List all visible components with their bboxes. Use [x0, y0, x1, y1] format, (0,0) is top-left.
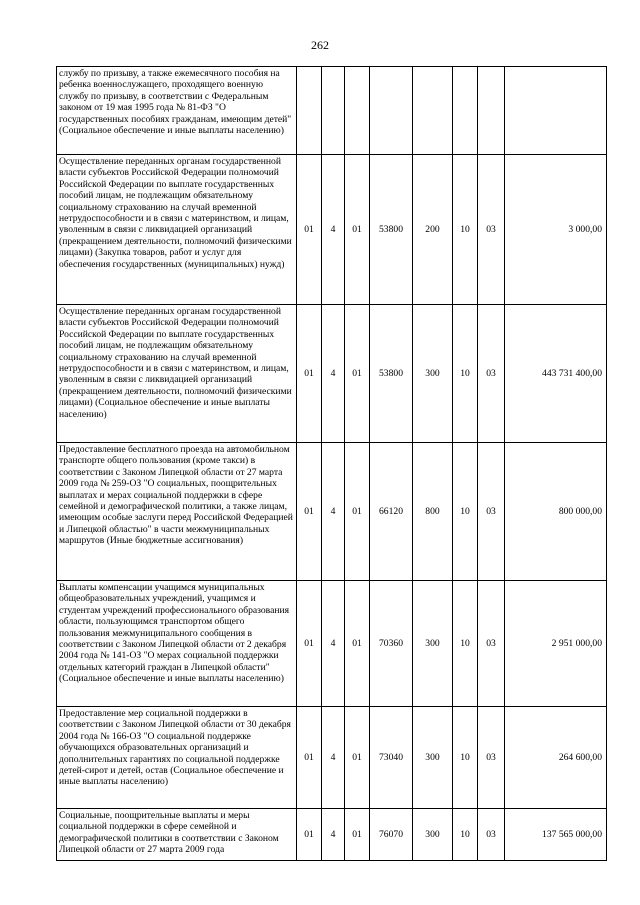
amount-cell: 137 565 000,00	[505, 809, 607, 861]
code-cell: 10	[453, 443, 478, 581]
code-cell: 01	[345, 809, 370, 861]
row-description: Социальные, поощрительные выплаты и меры социальной поддержки в сфере семейной и демографической политики в соответствии с Законом Липецкой области от 27 марта 2009 года	[57, 809, 297, 861]
code-cell	[345, 67, 370, 155]
row-description: службу по призыву, а также ежемесячного пособия на ребенка военнослужащего, проходящего военную службу по призыву, в соответствии с Федеральным законом от 19 мая 1995 года № 81-ФЗ "О государственных пособиях гражданам, имеющим детей" (Социальное обеспечение и иные выплаты населению)	[57, 67, 297, 155]
code-cell: 300	[413, 809, 453, 861]
code-cell: 03	[478, 809, 505, 861]
code-cell: 10	[453, 581, 478, 707]
code-cell: 73040	[370, 707, 413, 809]
amount-cell	[505, 67, 607, 155]
code-cell: 01	[345, 707, 370, 809]
code-cell: 200	[413, 155, 453, 305]
row-description: Выплаты компенсации учащимся муниципальных общеобразовательных учреждений, учащимся и студентам учреждений профессионального образования области, пользующимся транспортом общего пользования межмуниципального сообщения в соответствии с Законом Липецкой области от 2 декабря 2004 года № 141-ОЗ "О мерах социальной поддержки отдельных категорий граждан в Липецкой области" (Социальное обеспечение и иные выплаты населению)	[57, 581, 297, 707]
code-cell: 76070	[370, 809, 413, 861]
code-cell: 4	[322, 707, 345, 809]
code-cell: 4	[322, 809, 345, 861]
code-cell: 300	[413, 707, 453, 809]
amount-cell: 3 000,00	[505, 155, 607, 305]
code-cell	[478, 67, 505, 155]
code-cell: 01	[297, 305, 322, 443]
code-cell	[322, 67, 345, 155]
amount-cell: 264 600,00	[505, 707, 607, 809]
code-cell: 53800	[370, 305, 413, 443]
table-row	[57, 581, 607, 707]
table-row	[57, 707, 607, 809]
code-cell: 01	[345, 581, 370, 707]
row-description: Предоставление бесплатного проезда на автомобильном транспорте общего пользования (кроме такси) в соответствии с Законом Липецкой области от 27 марта 2009 года № 259-ОЗ "О социальных, поощрительных выплатах и мерах социальной поддержки в сфере семейной и демографической политики, а также лицам, имеющим особые заслуги перед Российской Федерацией и Липецкой областью" в части межмуниципальных маршрутов (Иные бюджетные ассигнования)	[57, 443, 297, 581]
code-cell: 01	[297, 581, 322, 707]
code-cell	[297, 67, 322, 155]
code-cell: 4	[322, 305, 345, 443]
row-description: Осуществление переданных органам государственной власти субъектов Российской Федерации полномочий Российской Федерации по выплате государственных пособий лицам, не подлежащим обязательному социальному страхованию на случай временной нетрудоспособности и в связи с материнством, и лицам, уволенным в связи с ликвидацией организаций (прекращением деятельности, полномочий физическими лицами) (Социальное обеспечение и иные выплаты населению)	[57, 305, 297, 443]
code-cell: 01	[345, 305, 370, 443]
row-description: Осуществление переданных органам государственной власти субъектов Российской Федерации полномочий Российской Федерации по выплате государственных пособий лицам, не подлежащим обязательному социальному страхованию на случай временной нетрудоспособности и в связи с материнством, и лицам, уволенным в связи с ликвидацией организаций (прекращением деятельности, полномочий физическими лицами) (Закупка товаров, работ и услуг для обеспечения государственных (муниципальных) нужд)	[57, 155, 297, 305]
code-cell	[413, 67, 453, 155]
code-cell: 4	[322, 155, 345, 305]
code-cell: 01	[297, 707, 322, 809]
code-cell: 01	[345, 443, 370, 581]
code-cell: 03	[478, 155, 505, 305]
code-cell: 800	[413, 443, 453, 581]
table-row	[57, 155, 607, 305]
code-cell: 10	[453, 809, 478, 861]
amount-cell: 2 951 000,00	[505, 581, 607, 707]
table-row	[57, 809, 607, 861]
code-cell: 03	[478, 305, 505, 443]
budget-table	[56, 66, 607, 861]
amount-cell: 800 000,00	[505, 443, 607, 581]
code-cell: 4	[322, 443, 345, 581]
code-cell: 01	[297, 809, 322, 861]
code-cell: 01	[345, 155, 370, 305]
code-cell: 01	[297, 155, 322, 305]
table-row	[57, 443, 607, 581]
code-cell: 4	[322, 581, 345, 707]
code-cell: 300	[413, 305, 453, 443]
code-cell: 300	[413, 581, 453, 707]
page-number: 262	[311, 38, 329, 52]
code-cell: 66120	[370, 443, 413, 581]
code-cell: 10	[453, 155, 478, 305]
code-cell: 03	[478, 443, 505, 581]
row-description: Предоставление мер социальной поддержки в соответствии с Законом Липецкой области от 30 декабря 2004 года № 166-ОЗ "О социальной поддержке обучающихся образовательных организаций и дополнительных гарантиях по социальной поддержке детей-сирот и детей, остав (Социальное обеспечение и иные выплаты населению)	[57, 707, 297, 809]
code-cell: 03	[478, 581, 505, 707]
table-row	[57, 67, 607, 155]
code-cell: 03	[478, 707, 505, 809]
table-row	[57, 305, 607, 443]
amount-cell: 443 731 400,00	[505, 305, 607, 443]
code-cell: 70360	[370, 581, 413, 707]
code-cell: 01	[297, 443, 322, 581]
code-cell: 53800	[370, 155, 413, 305]
code-cell: 10	[453, 707, 478, 809]
code-cell	[453, 67, 478, 155]
code-cell	[370, 67, 413, 155]
code-cell: 10	[453, 305, 478, 443]
